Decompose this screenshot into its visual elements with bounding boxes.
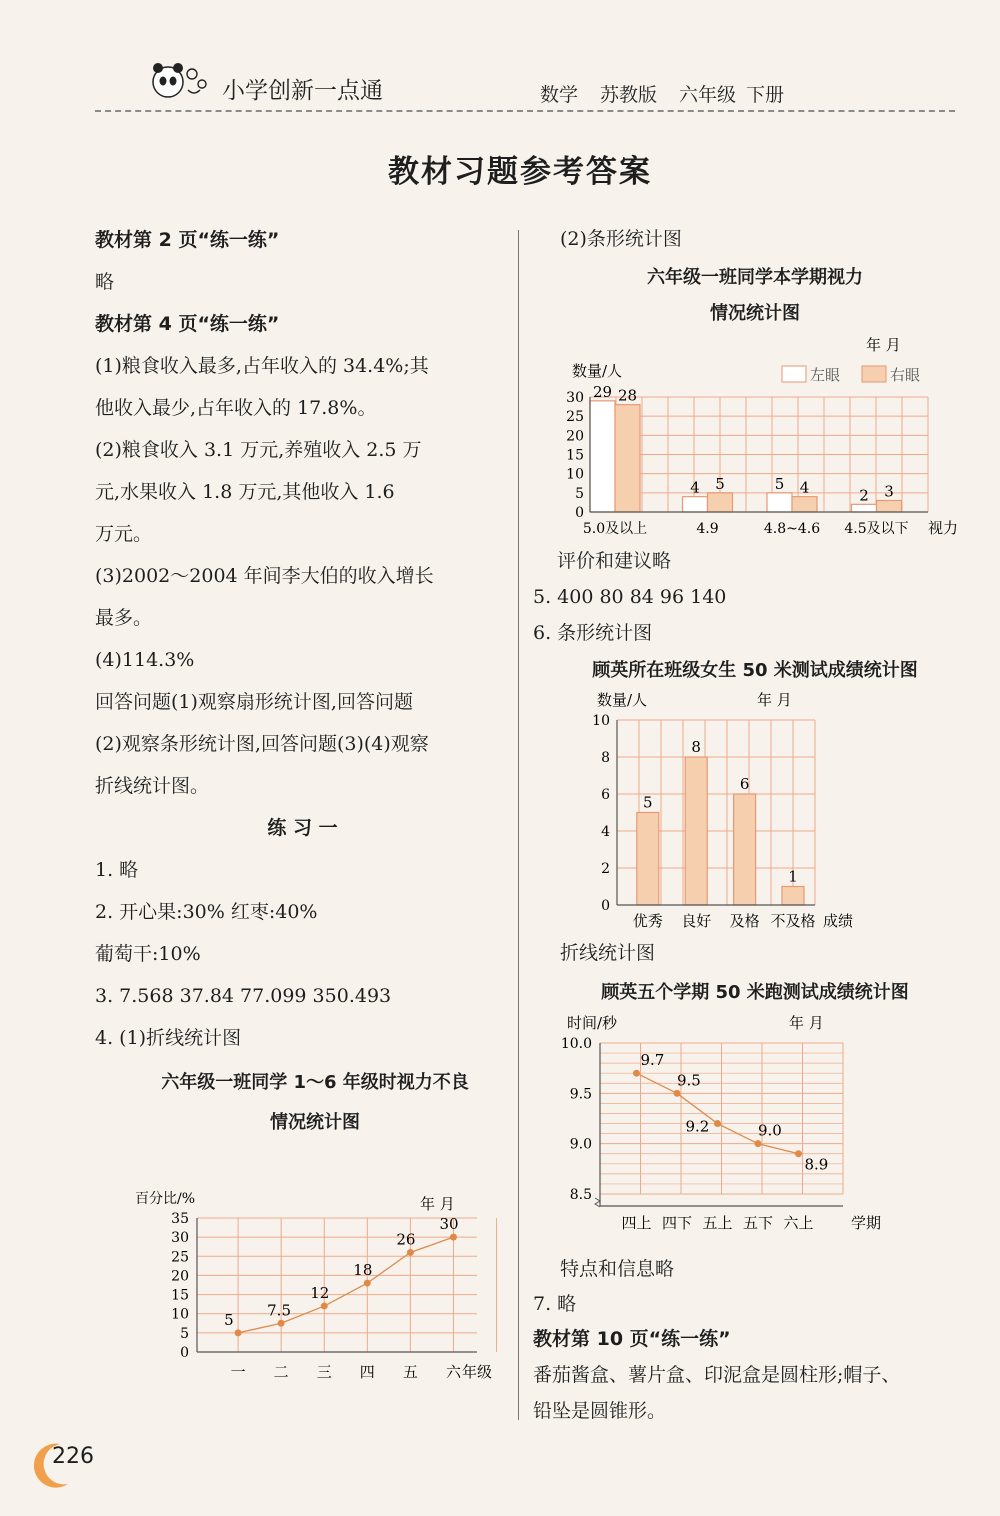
chart4-title: 顾英五个学期 50 米跑测试成绩统计图 <box>601 982 909 1003</box>
chart2-value-label: 2 <box>859 486 869 505</box>
chart3-bar <box>782 887 804 906</box>
chart4-xtick: 四下 <box>661 1214 693 1232</box>
left-line: (2)粮食收入 3.1 万元,养殖收入 2.5 万 <box>95 439 422 461</box>
left-line: 万元。 <box>95 523 153 545</box>
header-divider <box>95 110 955 112</box>
left-line: 回答问题(1)观察扇形统计图,回答问题 <box>95 691 413 713</box>
chart2-title-line2: 情况统计图 <box>710 303 800 324</box>
chart1-ytick: 30 <box>171 1230 189 1247</box>
chart1-xtick: 六 <box>445 1363 461 1381</box>
chart2-value-label: 29 <box>592 382 613 401</box>
chart2-bar <box>877 501 902 513</box>
chart1-ytick: 10 <box>171 1306 189 1323</box>
chart2-legend-swatch <box>862 366 886 382</box>
answer-text: 6. 条形统计图 <box>533 622 653 644</box>
answer-6 <box>533 612 652 654</box>
header-edition: 苏教版 <box>600 84 658 106</box>
chart1-xtick: 二 <box>273 1363 289 1381</box>
chart4-point <box>633 1070 640 1077</box>
chart1-ytick: 25 <box>171 1249 189 1266</box>
chart3-ytick: 8 <box>601 750 610 766</box>
chart2-xtick: 4.5及以下 <box>844 521 909 537</box>
page-number: 226 <box>52 1444 94 1469</box>
chart3-value-label: 8 <box>691 738 701 756</box>
chart3-ytick: 6 <box>601 787 610 803</box>
left-line: 折线统计图。 <box>95 775 210 797</box>
left-line: 教材第 4 页“练一练” <box>95 313 280 335</box>
chart2-bar <box>852 504 877 512</box>
chart2-legend-label: 右眼 <box>890 366 921 384</box>
chart3-ytick: 0 <box>601 898 610 914</box>
chart1-point <box>235 1329 242 1336</box>
chart2-date-label: 年 月 <box>866 336 901 354</box>
chart1-xtick: 五 <box>402 1363 418 1381</box>
chart2-ytick: 10 <box>566 466 584 483</box>
left-line: (2)观察条形统计图,回答问题(3)(4)观察 <box>95 733 429 755</box>
chart4-ytick: 9.5 <box>569 1086 592 1103</box>
chart4-value-label: 9.2 <box>685 1117 710 1136</box>
chart3-bar <box>685 757 707 905</box>
chart1-ytick: 20 <box>171 1268 189 1285</box>
chart2-xtick: 4.9 <box>696 521 719 537</box>
chart1-xtick: 一 <box>230 1363 246 1381</box>
chart2-vision-bar-chart <box>560 330 960 542</box>
left-line: 4. (1)折线统计图 <box>95 1027 242 1049</box>
chart1-point <box>450 1234 457 1241</box>
chart2-bar <box>590 401 615 512</box>
chart1-ylabel: 百分比/% <box>135 1191 196 1207</box>
chart2-value-label: 28 <box>617 386 638 405</box>
chart2-ytick: 15 <box>566 447 584 464</box>
chart2-xtick: 4.8~4.6 <box>763 521 821 537</box>
left-line: 他收入最少,占年收入的 17.8%。 <box>95 397 377 419</box>
chart2-legend-label: 左眼 <box>810 366 841 384</box>
chart3-ytick: 10 <box>592 713 610 729</box>
chart3-50m-bar-chart <box>585 685 875 935</box>
chart1-title: 六年级一班同学 1～6 年级时视力不良 <box>161 1072 469 1093</box>
chart4-value-label: 9.0 <box>758 1121 782 1140</box>
chart1-ytick: 0 <box>180 1345 189 1361</box>
header-volume: 下册 <box>746 84 785 106</box>
chart3-xlabel: 成绩 <box>823 912 854 930</box>
column-divider <box>518 230 519 1420</box>
chart2-bar <box>615 405 640 512</box>
right-top-line: (2)条形统计图 <box>560 228 682 250</box>
chart1-value-label: 30 <box>439 1215 459 1234</box>
left-column <box>95 219 510 1059</box>
chart1-ytick: 15 <box>171 1287 189 1304</box>
chart2-ytick: 5 <box>575 485 584 502</box>
page10-line2: 铅坠是圆锥形。 <box>533 1400 667 1422</box>
page-title: 教材习题参考答案 <box>388 154 652 190</box>
chart1-date-label: 年 月 <box>420 1195 455 1213</box>
header-book-info <box>540 80 806 107</box>
chart4-point <box>674 1090 681 1097</box>
chart4-xtick: 五下 <box>742 1214 774 1232</box>
chart2-ytick: 30 <box>566 390 584 406</box>
chart2-bar <box>792 497 817 512</box>
chart4-value-label: 8.9 <box>804 1155 829 1174</box>
chart3-value-label: 1 <box>788 867 798 886</box>
chart4-xtick: 五上 <box>702 1214 733 1232</box>
left-line: (3)2002～2004 年间李大伯的收入增长 <box>95 565 434 587</box>
chart1-point <box>407 1249 414 1256</box>
chart4-point <box>714 1120 721 1127</box>
chart4-ytick: 8.5 <box>569 1187 592 1203</box>
chart1-value-label: 12 <box>310 1284 330 1303</box>
chart2-value-label: 5 <box>774 474 785 493</box>
chart4-ytick: 9.0 <box>569 1136 592 1153</box>
left-line: (1)粮食收入最多,占年收入的 34.4%;其 <box>95 355 429 377</box>
chart3-xtick: 不及格 <box>770 912 816 930</box>
chart1-value-label: 5 <box>224 1310 234 1329</box>
chart2-value-label: 5 <box>715 474 725 493</box>
chart2-ylabel: 数量/人 <box>572 362 623 380</box>
answer-text: 7. 略 <box>533 1293 577 1315</box>
page10-title: 教材第 10 页“练一练” <box>533 1328 731 1350</box>
chart4-point <box>795 1150 802 1157</box>
chart1-value-label: 26 <box>396 1230 416 1249</box>
chart1-ytick: 5 <box>180 1325 189 1342</box>
chart3-ytick: 4 <box>601 824 610 840</box>
chart3-xtick: 及格 <box>729 912 760 930</box>
header-subject: 数学 <box>540 84 579 106</box>
chart4-value-label: 9.5 <box>677 1071 701 1090</box>
left-line: 3. 7.568 37.84 77.099 350.493 <box>95 985 392 1007</box>
left-line: 葡萄干:10% <box>95 943 201 965</box>
chart1-xlabel: 年级 <box>461 1363 493 1381</box>
evaluation-text: 评价和建议略 <box>557 550 672 572</box>
chart4-ytick: 10.0 <box>560 1036 592 1052</box>
chart4-xtick: 六上 <box>783 1214 814 1232</box>
chart2-legend-swatch <box>782 366 806 382</box>
chart2-value-label: 3 <box>884 482 894 501</box>
chart1-xtick: 三 <box>316 1363 332 1381</box>
chart1-vision-line-chart <box>125 1185 510 1390</box>
chart2-title: 六年级一班同学本学期视力 <box>647 267 863 288</box>
chart4-point <box>755 1140 762 1147</box>
chart1-point <box>364 1280 371 1287</box>
left-line: 最多。 <box>95 607 153 629</box>
left-line: 教材第 2 页“练一练” <box>95 229 280 251</box>
chart3-xtick: 良好 <box>681 912 712 930</box>
chart4-axis-break-icon <box>595 1198 600 1207</box>
chart3-date-label: 年 月 <box>757 691 792 709</box>
chart2-bar <box>683 497 708 512</box>
chart1-ytick: 35 <box>171 1211 189 1227</box>
chart2-xtick: 5.0及以上 <box>582 521 648 537</box>
chart3-ytick: 2 <box>601 861 610 877</box>
chart2-bar <box>708 493 733 512</box>
chart2-ytick: 20 <box>566 428 584 445</box>
chart4-xlabel: 学期 <box>851 1214 882 1232</box>
chart3-title: 顾英所在班级女生 50 米测试成绩统计图 <box>592 660 918 681</box>
chart4-ylabel: 时间/秒 <box>567 1014 618 1032</box>
chart2-ytick: 25 <box>566 409 584 426</box>
chart1-point <box>278 1320 285 1327</box>
chart1-value-label: 18 <box>353 1261 373 1280</box>
chart4-date-label: 年 月 <box>789 1014 824 1032</box>
header-grade: 六年级 <box>679 84 737 106</box>
chart3-xtick: 优秀 <box>632 912 663 930</box>
chart2-value-label: 4 <box>799 478 810 497</box>
chart3-bar <box>637 813 659 906</box>
chart2-ytick: 0 <box>575 505 584 521</box>
chart4-xtick: 四上 <box>621 1214 652 1232</box>
chart1-title-line2: 情况统计图 <box>270 1112 360 1133</box>
left-line: 略 <box>95 271 115 293</box>
panda-logo-icon <box>148 56 210 108</box>
left-line: 元,水果收入 1.8 万元,其他收入 1.6 <box>95 481 395 503</box>
chart1-value-label: 7.5 <box>267 1301 292 1320</box>
answer-text: 5. 400 80 84 96 140 <box>533 586 727 608</box>
chart4-50m-line-chart <box>555 1008 885 1248</box>
left-line: 2. 开心果:30% 红枣:40% <box>95 901 318 923</box>
left-line: (4)114.3% <box>95 649 195 671</box>
left-line: 练 习 一 <box>267 817 338 839</box>
chart2-bar <box>767 493 792 512</box>
left-line: 1. 略 <box>95 859 139 881</box>
chart4-value-label: 9.7 <box>640 1051 665 1070</box>
chart1-point <box>321 1303 328 1310</box>
header-brand: 小学创新一点通 <box>222 78 383 104</box>
chart2-value-label: 4 <box>690 478 700 497</box>
chart3-value-label: 5 <box>643 793 653 812</box>
chart3-ylabel: 数量/人 <box>597 691 648 709</box>
chart2-xlabel: 视力 <box>928 519 959 537</box>
line-chart-label: 折线统计图 <box>560 942 656 964</box>
page10-line1: 番茄酱盒、薯片盒、印泥盒是圆柱形;帽子、 <box>533 1364 901 1386</box>
chart1-xtick: 四 <box>359 1363 375 1381</box>
features-text: 特点和信息略 <box>560 1258 675 1280</box>
chart3-value-label: 6 <box>739 775 750 793</box>
chart3-bar <box>734 794 756 905</box>
